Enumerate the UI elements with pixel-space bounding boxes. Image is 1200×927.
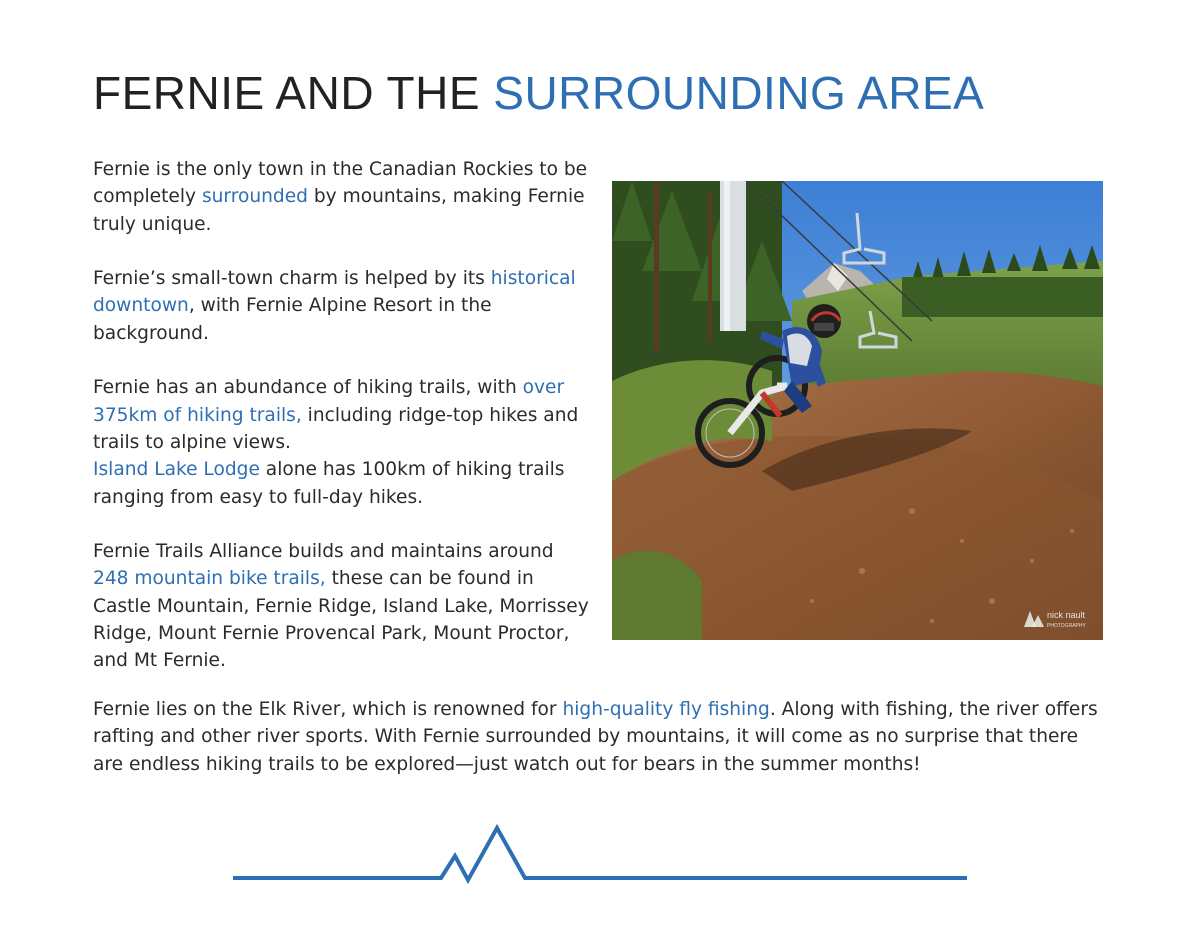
- page-title: [93, 66, 984, 120]
- title-part-dark: FERNIE AND THE: [93, 67, 494, 119]
- paragraph-hiking: [93, 374, 593, 510]
- link-island-lake-lodge[interactable]: Island Lake Lodge: [93, 459, 260, 481]
- text-segment: . Along with fishing, the river offers rafting and other river sports. With Fernie surrounded by mountains, it will come as no surprise that there are endless hiking trails to be explored—just watch out for bears in the summer months!: [93, 699, 1098, 775]
- text-segment: , with Fernie Alpine Resort in the background.: [93, 295, 492, 344]
- link-historical-downtown[interactable]: historical downtown: [93, 268, 576, 317]
- watermark-sub: PHOTOGRAPHY: [1047, 623, 1086, 629]
- paragraph-surrounded: [93, 156, 593, 238]
- text-segment: Fernie lies on the Elk River, which is renowned for: [93, 699, 563, 720]
- mountain-bike-photo: [612, 181, 1103, 640]
- title-part-accent: SURROUNDING AREA: [493, 67, 985, 119]
- intro-column: [93, 156, 593, 702]
- link-surrounded[interactable]: surrounded: [201, 186, 308, 208]
- paragraph-bike-trails: [93, 538, 593, 674]
- watermark-name: nick nault: [1047, 610, 1086, 620]
- link-fly-fishing[interactable]: high-quality fly fishing: [562, 699, 770, 720]
- text-segment: Fernie’s small-town charm is helped by its: [93, 268, 491, 290]
- text-segment: alone has 100km of hiking trails ranging from easy to full-day hikes.: [93, 459, 565, 508]
- paragraph-elk-river: [93, 696, 1113, 778]
- text-segment: these can be found in Castle Mountain, Fernie Ridge, Island Lake, Morrissey Ridge, Mount Fernie Provencal Park, Mount Proctor, and Mt Fernie.: [93, 568, 589, 672]
- mountain-divider: [231, 822, 971, 890]
- text-segment: Fernie is the only town in the Canadian Rockies to be completely: [93, 159, 588, 208]
- text-segment: by mountains, making Fernie truly unique.: [93, 186, 585, 235]
- link-hiking-trails[interactable]: over 375km of hiking trails,: [93, 377, 565, 426]
- text-segment: Fernie has an abundance of hiking trails, with: [93, 377, 523, 399]
- text-segment: including ridge-top hikes and trails to alpine views.: [93, 404, 579, 453]
- text-segment: Fernie Trails Alliance builds and maintains around: [93, 541, 554, 563]
- paragraph-downtown: [93, 265, 593, 347]
- link-mountain-bike-trails[interactable]: 248 mountain bike trails,: [93, 568, 326, 590]
- mountain-peak-icon: [231, 822, 971, 886]
